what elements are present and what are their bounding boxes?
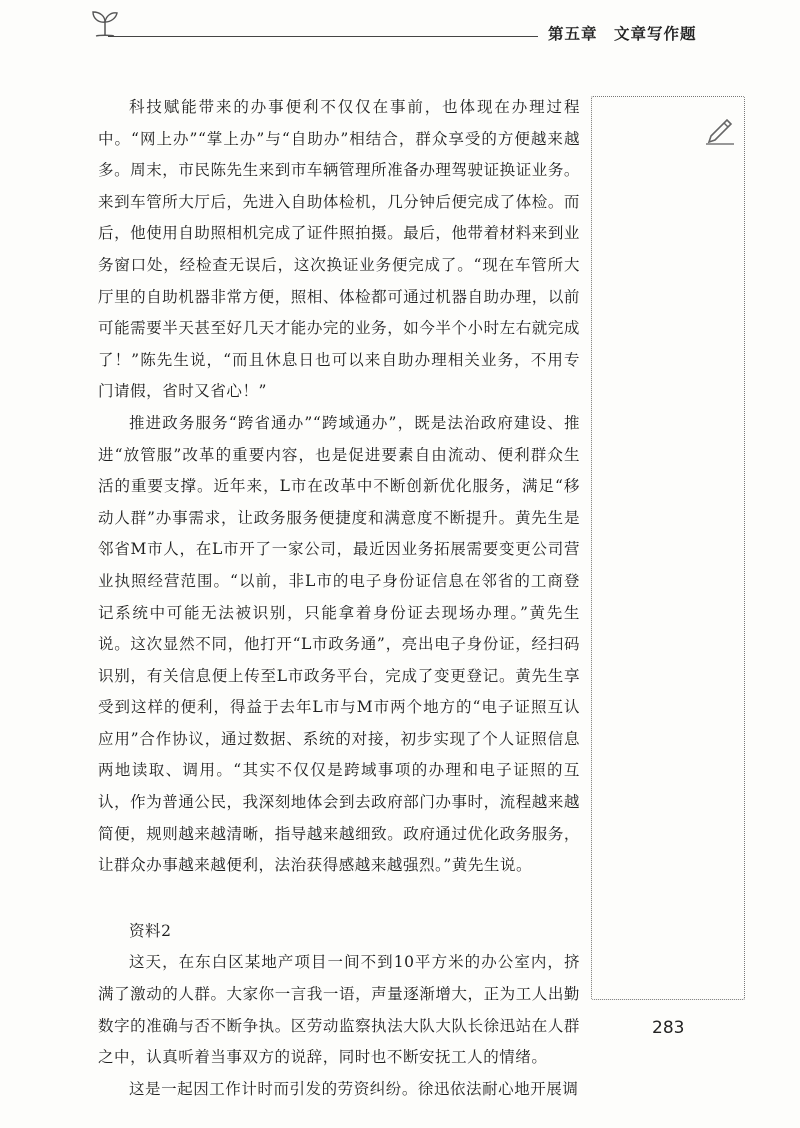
main-text [98,92,580,1105]
notes-margin-box [591,96,745,1000]
page-number: 283 [652,1018,685,1038]
material-label: 资料2 [129,921,172,940]
paragraph: 这是一起因工作计时而引发的劳资纠纷。徐迅依法耐心地开展调 [129,1079,579,1098]
paragraph: 科技赋能带来的办事便利不仅仅在事前，也体现在办理过程中。“网上办”“掌上办”与“自助办”相结合，群众享受的方便越来越多。周末，市民陈先生来到市车辆管理所准备办理驾驶证换证业务。来到车管所大厅后，先进入自助体检机，几分钟后便完成了体检。而后，他使用自助照相机完成了证件照拍摄。最后，他带着材料来到业务窗口处，经检查无误后，这次换证业务便完成了。“现在车管所大厅里的自助机器非常方便，照相、体检都可通过机器自助办理，以前可能需要半天甚至好几天才能办完的业务，如今半个小时左右就完成了！”陈先生说，“而且休息日也可以来自助办理相关业务，不用专门请假，省时又省心！” [98,98,580,401]
paragraph: 推进政务服务“跨省通办”“跨域通办”，既是法治政府建设、推进“放管服”改革的重要内容，也是促进要素自由流动、便利群众生活的重要支撑。近年来，L市在改革中不断创新优化服务，满足“移动人群”办事需求，让政务服务便捷度和满意度不断提升。黄先生是邻省M市人，在L市开了一家公司，最近因业务拓展需要变更公司营业执照经营范围。“以前，非L市的电子身份证信息在邻省的工商登记系统中可能无法被识别，只能拿着身份证去现场办理。”黄先生说。这次显然不同，他打开“L市政务通”，亮出电子身份证，经扫码识别，有关信息便上传至L市政务平台，完成了变更登记。黄先生享受到这样的便利，得益于去年L市与M市两个地方的“电子证照互认应用”合作协议，通过数据、系统的对接，初步实现了个人证照信息两地读取、调用。“其实不仅仅是跨域事项的办理和电子证照的互认，作为普通公民，我深刻地体会到去政府部门办事时，流程越来越简便，规则越来越清晰，指导越来越细致。政府通过优化政务服务，让群众办事越来越便利，法治获得感越来越强烈。”黄先生说。 [98,413,580,875]
pencil-icon [703,112,737,146]
header-rule [108,36,538,37]
paragraph: 这天，在东白区某地产项目一间不到10平方米的办公室内，挤满了激动的人群。大家你一言我一语，声量逐渐增大，正为工人出勤数字的准确与否不断争执。区劳动监察执法大队大队长徐迅站在人群之中，认真听着当事双方的说辞，同时也不断安抚工人的情绪。 [98,953,580,1067]
chapter-title: 第五章 文章写作题 [548,25,697,43]
page-header [0,0,800,60]
sprout-icon [88,10,122,38]
